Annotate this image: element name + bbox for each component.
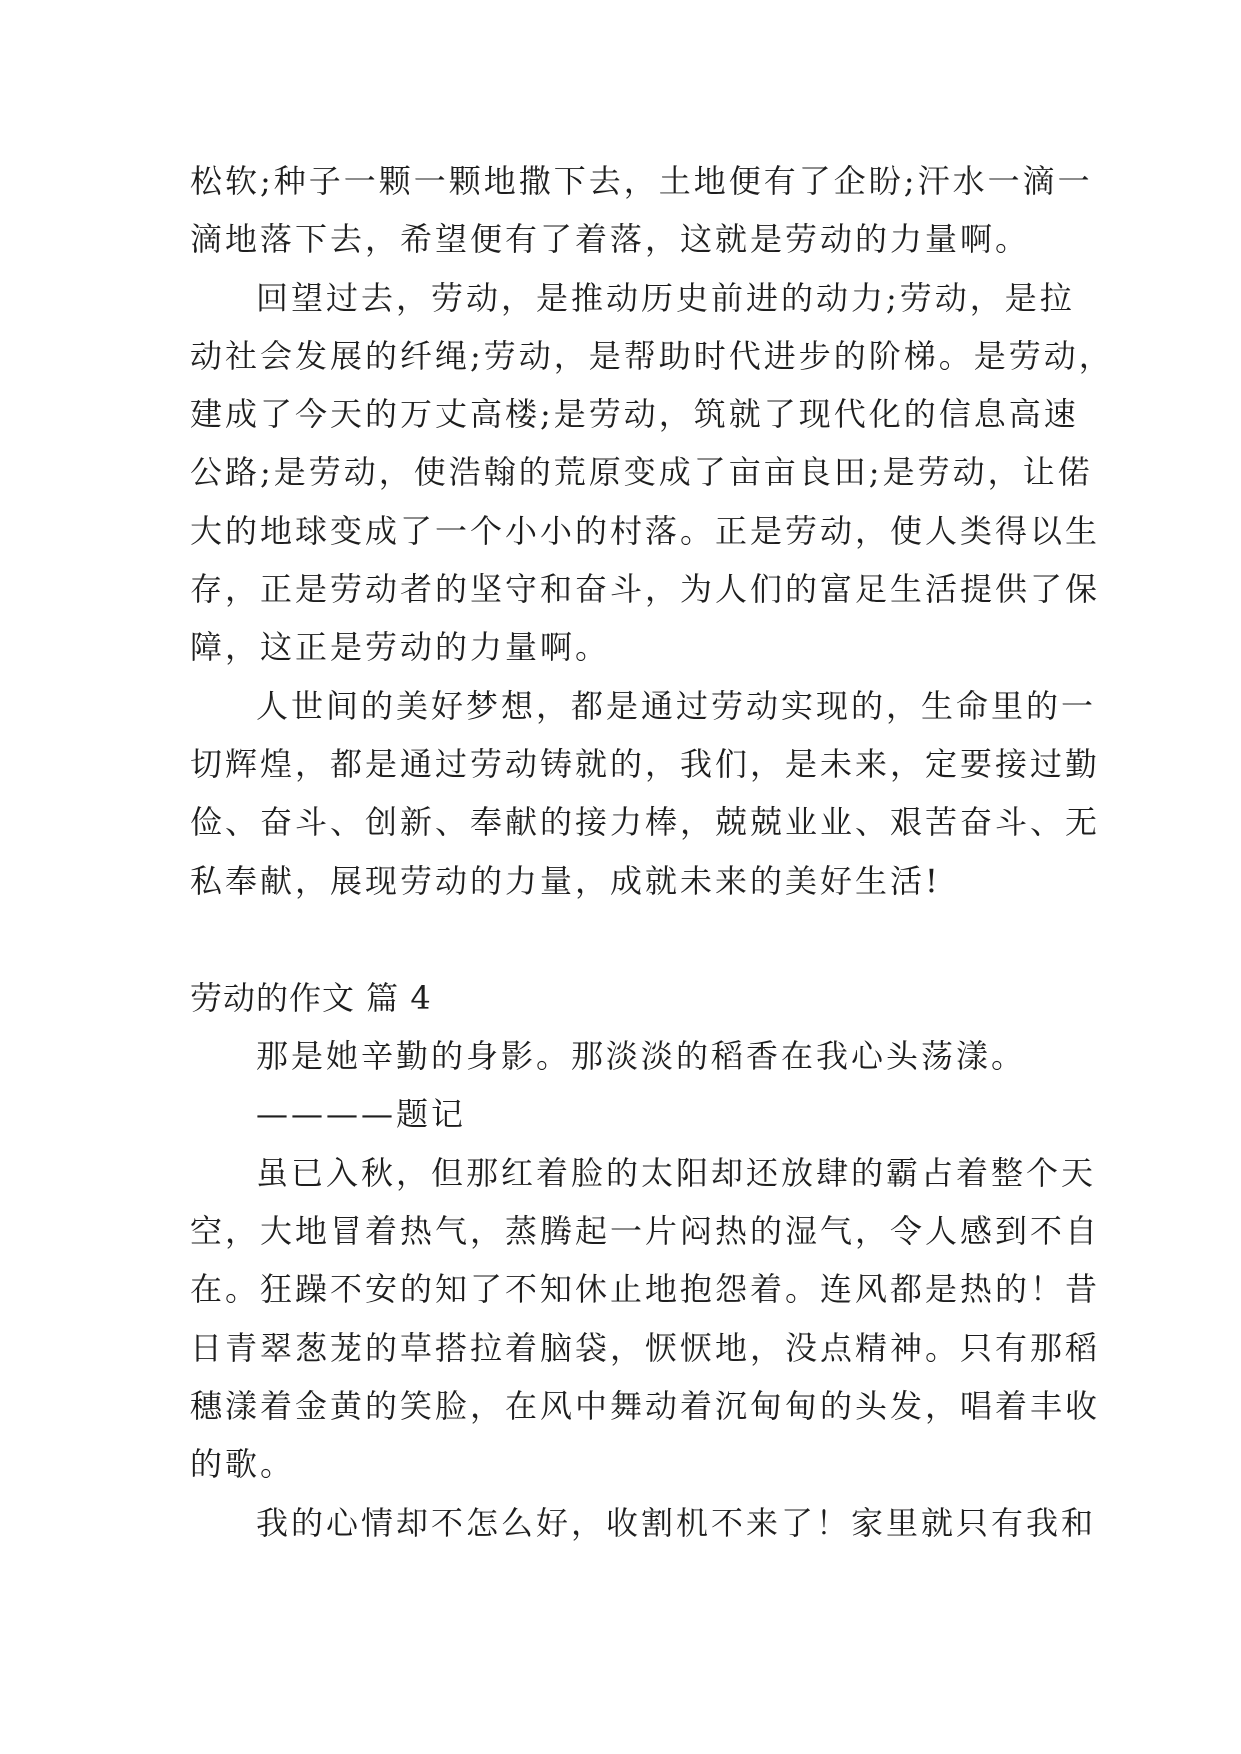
paragraph-first-line: 我的心情却不怎么好，收割机不来了！家里就只有我和: [256, 1504, 1097, 1542]
text-line: 公路;是劳动，使浩翰的荒原变成了亩亩良田;是劳动，让偌: [190, 453, 1093, 491]
text-line: 松软;种子一颗一颗地撒下去，土地便有了企盼;汗水一滴一: [190, 162, 1093, 200]
text-line: 滴地落下去，希望便有了着落，这就是劳动的力量啊。: [190, 220, 1031, 258]
text-line: 动社会发展的纤绳;劳动，是帮助时代进步的阶梯。是劳动，: [190, 337, 1114, 375]
text-line: 穗漾着金黄的笑脸，在风中舞动着沉甸甸的头发，唱着丰收: [190, 1387, 1101, 1425]
epigraph-attribution: ————题记: [256, 1095, 467, 1133]
text-line: 日青翠葱茏的草搭拉着脑袋，恹恹地，没点精神。只有那稻: [190, 1329, 1101, 1367]
text-line: 的歌。: [190, 1445, 296, 1483]
text-line: 障，这正是劳动的力量啊。: [190, 628, 611, 666]
text-line: 大的地球变成了一个小小的村落。正是劳动，使人类得以生: [190, 512, 1101, 550]
text-line: 俭、奋斗、创新、奉献的接力棒，兢兢业业、艰苦奋斗、无: [190, 803, 1101, 841]
text-line: 切辉煌，都是通过劳动铸就的，我们，是未来，定要接过勤: [190, 745, 1101, 783]
text-line: 在。狂躁不安的知了不知休止地抱怨着。连风都是热的！昔: [190, 1270, 1101, 1308]
text-line: 空，大地冒着热气，蒸腾起一片闷热的湿气，令人感到不自: [190, 1212, 1101, 1250]
paragraph-first-line: 回望过去，劳动，是推动历史前进的动力;劳动，是拉: [256, 279, 1075, 317]
paragraph-first-line: 人世间的美好梦想，都是通过劳动实现的，生命里的一: [256, 687, 1097, 725]
text-line: 建成了今天的万丈高楼;是劳动，筑就了现代化的信息高速: [190, 395, 1079, 433]
paragraph-first-line: 那是她辛勤的身影。那淡淡的稻香在我心头荡漾。: [256, 1037, 1027, 1075]
text-line: 私奉献，展现劳动的力量，成就未来的美好生活!: [190, 862, 941, 900]
paragraph-first-line: 虽已入秋，但那红着脸的太阳却还放肆的霸占着整个天: [256, 1154, 1097, 1192]
text-line: 存，正是劳动者的坚守和奋斗，为人们的富足生活提供了保: [190, 570, 1101, 608]
section-heading: 劳动的作文 篇 4: [190, 979, 432, 1017]
